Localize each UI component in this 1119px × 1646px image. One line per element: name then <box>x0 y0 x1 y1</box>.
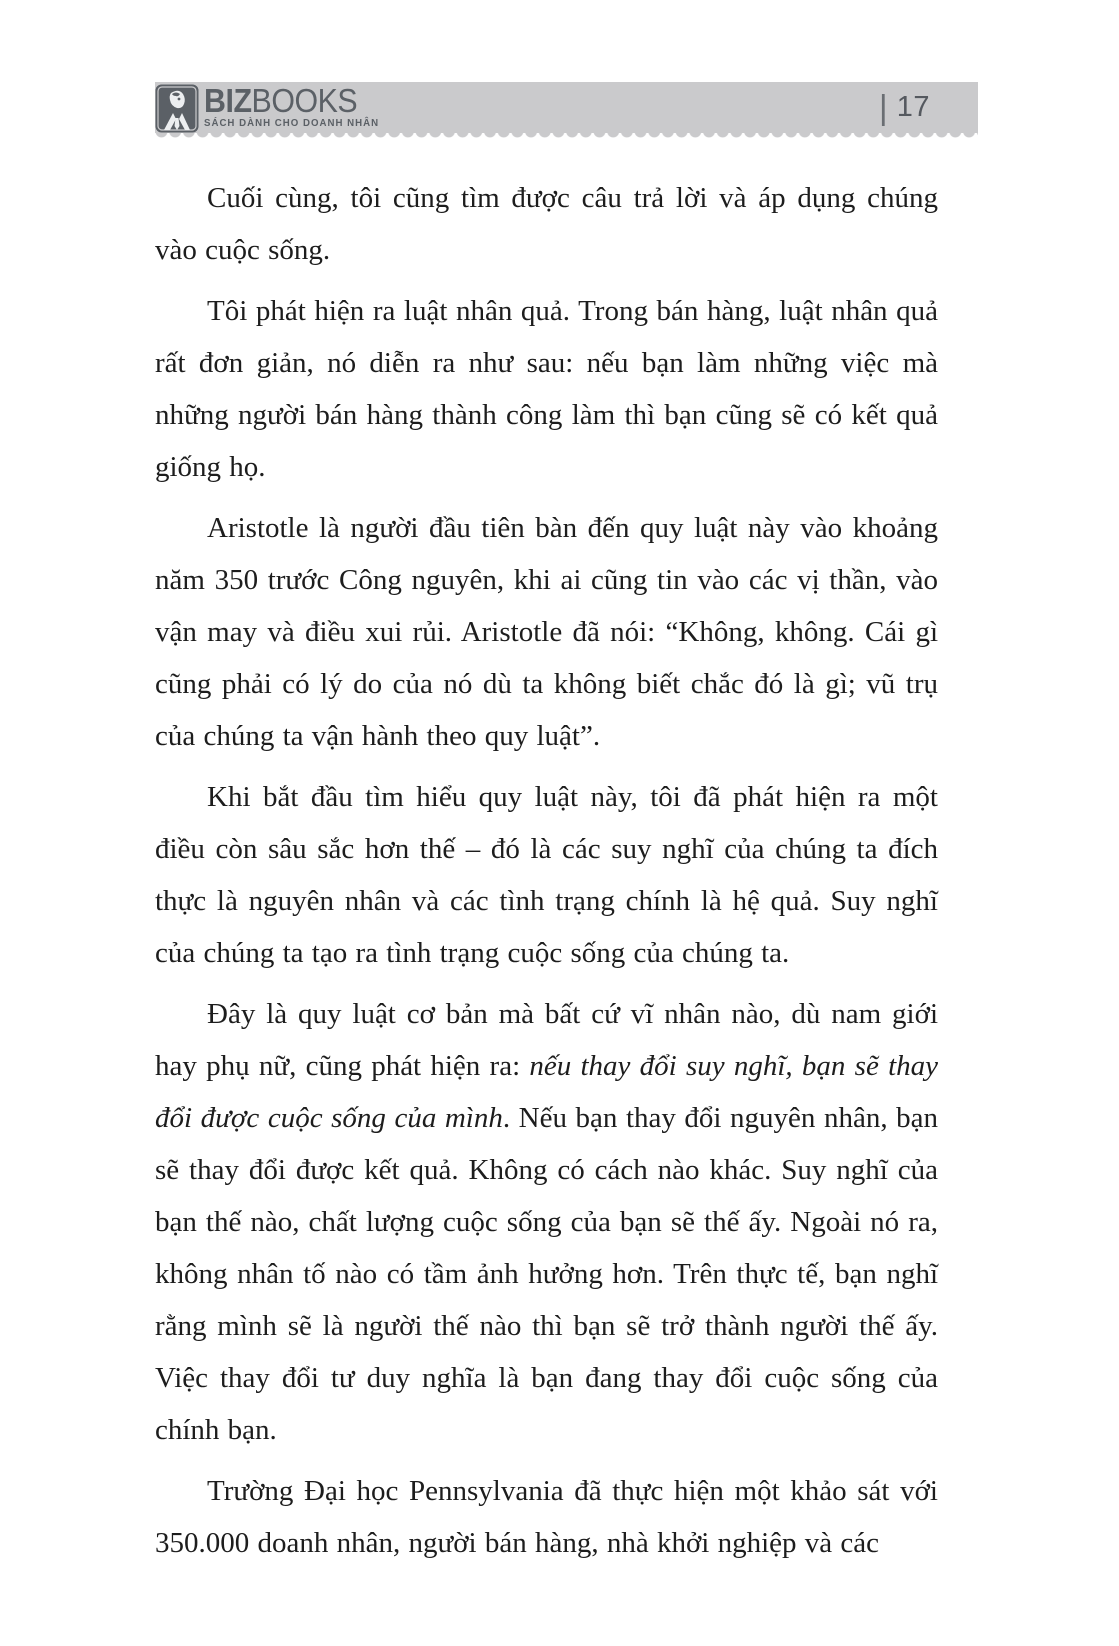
businessman-book-logo-icon <box>155 84 199 133</box>
brand-wordmark <box>204 82 379 119</box>
paragraph-2-text: Tôi phát hiện ra luật nhân quả. Trong bán hàng, luật nhân quả rất đơn giản, nó diễn ra như sau: nếu bạn làm những việc mà những người bán hàng thành công làm thì bạn cũng sẽ có kết quả giống họ. <box>155 295 938 483</box>
paragraph-5-text-rest: . Nếu bạn thay đổi nguyên nhân, bạn sẽ thay đổi được kết quả. Không có cách nào khác. Suy nghĩ của bạn thế nào, chất lượng cuộc sống của bạn sẽ thế ấy. Ngoài nó ra, không nhân tố nào có tầm ảnh hưởng hơn. Trên thực tế, bạn nghĩ rằng mình sẽ là người thế nào thì bạn sẽ trở thành người thế ấy. Việc thay đổi tư duy nghĩa là bạn đang thay đổi cuộc sống của chính bạn. <box>155 1102 938 1446</box>
paragraph-1-text: Cuối cùng, tôi cũng tìm được câu trả lời và áp dụng chúng vào cuộc sống. <box>155 182 938 266</box>
page-number-block <box>878 88 930 127</box>
paragraph-4-text: Khi bắt đầu tìm hiểu quy luật này, tôi đã phát hiện ra một điều còn sâu sắc hơn thế – đó là các suy nghĩ của chúng ta đích thực là nguyên nhân và các tình trạng chính là hệ quả. Suy nghĩ của chúng ta tạo ra tình trạng cuộc sống của chúng ta. <box>155 781 938 969</box>
page-number: 17 <box>896 91 930 123</box>
body-text <box>155 172 938 1578</box>
brand-word-books: BOOKS <box>251 82 358 119</box>
paragraph-2 <box>155 285 938 493</box>
paragraph-4 <box>155 771 938 979</box>
paragraph-5 <box>155 988 938 1456</box>
brand-text <box>204 82 380 129</box>
paragraph-3 <box>155 502 938 762</box>
paragraph-5-text-lead: Đây là quy luật cơ bản mà bất cứ vĩ nhân nào, dù nam giới hay phụ nữ, cũng phát hiện ra: <box>155 998 938 1082</box>
paragraph-1 <box>155 172 938 276</box>
brand-logo <box>155 82 394 133</box>
brand-word-biz: BIZ <box>204 82 252 119</box>
header-band <box>155 82 978 133</box>
page-number-separator: | <box>878 88 888 127</box>
paragraph-6 <box>155 1465 938 1569</box>
paragraph-3-text: Aristotle là người đầu tiên bàn đến quy luật này vào khoảng năm 350 trước Công nguyên, khi ai cũng tin vào các vị thần, vào vận may và điều xui rủi. Aristotle đã nói: “Không, không. Cái gì cũng phải có lý do của nó dù ta không biết chắc đó là gì; vũ trụ của chúng ta vận hành theo quy luật”. <box>155 512 938 752</box>
paragraph-5-text-italic: nếu thay đổi suy nghĩ, bạn sẽ thay đổi được cuộc sống của mình <box>155 1050 938 1134</box>
paragraph-6-text: Trường Đại học Pennsylvania đã thực hiện một khảo sát với 350.000 doanh nhân, người bán hàng, nhà khởi nghiệp và các <box>155 1475 938 1559</box>
brand-tagline: SÁCH DÀNH CHO DOANH NHÂN <box>204 117 380 129</box>
